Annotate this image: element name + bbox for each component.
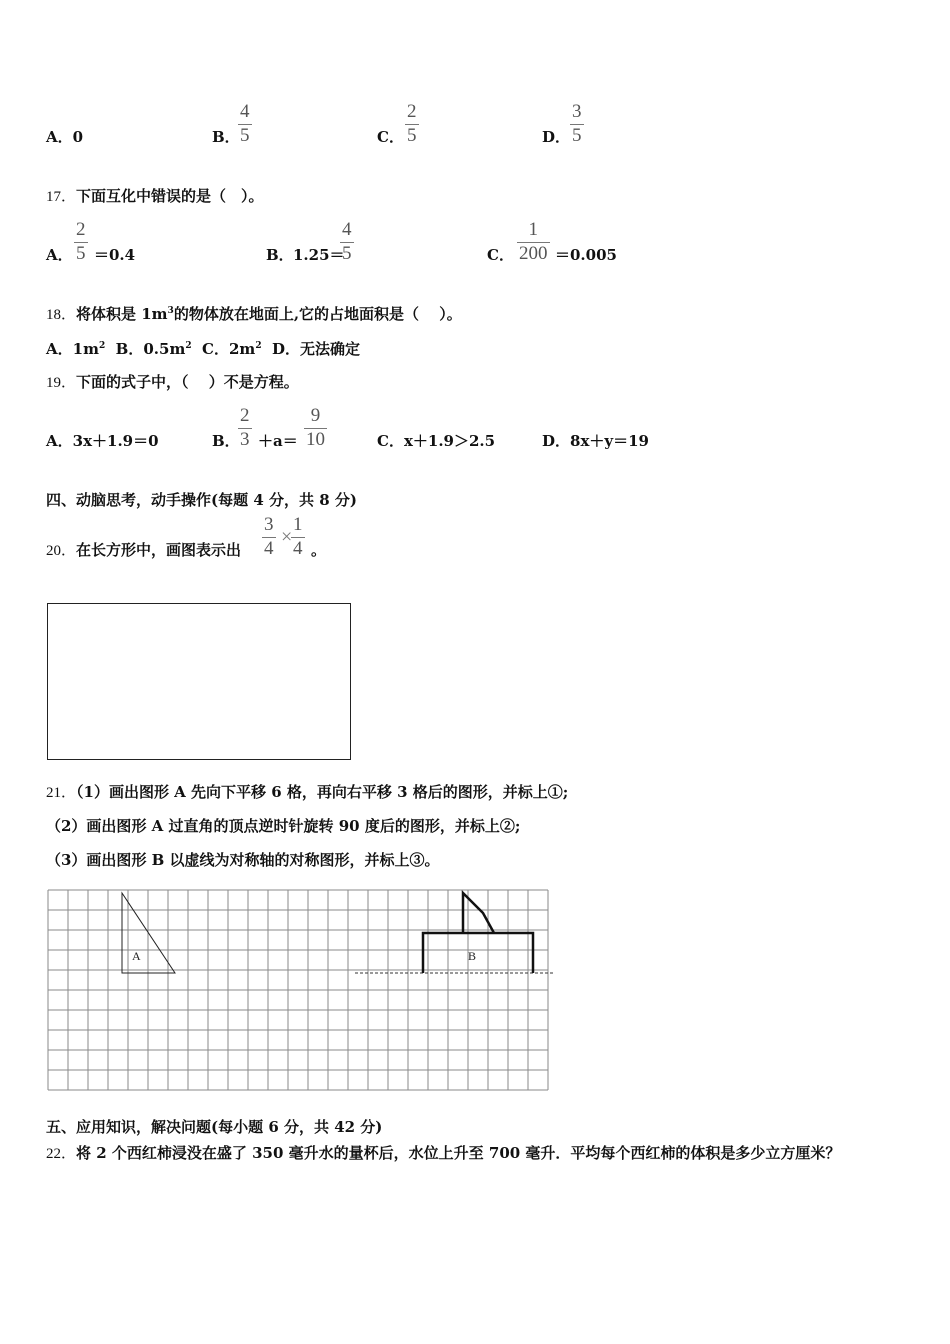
shape-b-label: B [468, 949, 477, 963]
q17-c-fraction [517, 220, 550, 264]
q20-fraction-1 [262, 515, 276, 559]
q19-b-numerator-1: 2 [240, 405, 250, 426]
q17-a-fraction [74, 220, 88, 264]
q19-b-fraction-1 [238, 406, 252, 450]
q19-c-value: x＋1.9＞2.5 [403, 432, 496, 450]
q18-b-sup: 2 [185, 341, 192, 351]
q21-line-1-text: （1）画出图形 A 先向下平移 6 格，再向右平移 3 格后的图形，并标上①; [76, 783, 569, 801]
q17-b-fraction [340, 220, 354, 264]
q16-d-denominator: 5 [572, 125, 582, 146]
q17-c-label: C． [487, 246, 514, 264]
q19-option-d [542, 432, 649, 450]
q20-fraction-2 [291, 515, 305, 559]
q19-stem [46, 373, 299, 392]
q16-d-numerator: 3 [572, 101, 582, 122]
q21-number: 21． [46, 785, 77, 801]
q17-b-numerator: 4 [342, 219, 352, 240]
q17-c-numerator: 1 [528, 219, 538, 240]
q19-d-label: D． [542, 432, 571, 450]
q20-denominator-1: 4 [264, 538, 274, 559]
q18-option-d [272, 340, 360, 358]
q21-line-3: （3）画出图形 B 以虚线为对称轴的对称图形，并标上③。 [46, 851, 440, 869]
q16-c-label: C． [377, 128, 404, 146]
q18-b-label: B． [115, 340, 144, 358]
q16-d-label: D． [542, 128, 571, 146]
q17-b-pre: 1.25＝ [293, 246, 345, 264]
q19-b-numerator-2: 9 [310, 405, 321, 426]
q16-b-numerator: 4 [240, 101, 250, 122]
q18-option-c [202, 340, 262, 358]
q16-option-a [46, 128, 83, 146]
section-4-title: 四、动脑思考，动手操作(每题 4 分，共 8 分) [46, 491, 357, 509]
q18-text-pre: 将体积是 1m [76, 305, 168, 323]
q18-text-sup: 3 [167, 306, 174, 316]
shape-b [423, 893, 533, 973]
q18-c-value: 2m [229, 340, 256, 358]
q16-b-label: B． [212, 128, 240, 146]
section-5-title: 五、应用知识，解决问题(每小题 6 分，共 42 分) [46, 1118, 383, 1136]
q18-a-value: 1m [72, 340, 99, 358]
q17-text: 下面互化中错误的是（ ）。 [76, 187, 264, 205]
q16-c-fraction [405, 102, 419, 146]
q16-a-value: 0 [72, 128, 84, 146]
q19-b-mid: ＋a＝ [258, 432, 298, 450]
q19-a-value: 3x＋1.9＝0 [72, 432, 159, 450]
q19-text: 下面的式子中，（ ）不是方程。 [76, 373, 299, 391]
q20-number: 20． [46, 543, 77, 559]
q18-a-label: A． [46, 340, 73, 358]
q20-numerator-1: 3 [264, 514, 274, 535]
q19-b-label: B． [212, 432, 240, 450]
q17-b-label: B． [266, 246, 294, 264]
q22-number: 22． [46, 1146, 77, 1162]
q18-c-sup: 2 [255, 341, 262, 351]
q18-option-a [46, 340, 105, 358]
q19-option-a [46, 432, 159, 450]
q18-stem [46, 305, 462, 324]
q21-line-2: （2）画出图形 A 过直角的顶点逆时针旋转 90 度后的图形，并标上②; [46, 817, 521, 835]
q20-times-sign: × [281, 526, 293, 548]
q20-denominator-2: 4 [293, 538, 303, 559]
q19-b-denominator-1: 3 [240, 429, 250, 450]
q16-b-fraction [238, 102, 252, 146]
q21-grid-figure[interactable] [40, 882, 565, 1107]
q18-c-label: C． [202, 340, 229, 358]
q20-text: 在长方形中，画图表示出 [76, 541, 242, 559]
q16-a-label: A． [46, 128, 73, 146]
q16-c-denominator: 5 [407, 125, 417, 146]
q19-d-value: 8x＋y＝19 [570, 432, 649, 450]
q17-a-rest: ＝0.4 [94, 246, 136, 264]
q18-d-value: 无法确定 [300, 340, 361, 358]
q19-b-fraction-2 [304, 406, 327, 450]
q19-c-label: C． [377, 432, 404, 450]
q18-d-label: D． [272, 340, 301, 358]
q18-option-b [116, 340, 192, 358]
grid-lines [48, 890, 548, 1090]
shape-a-label: A [132, 949, 141, 963]
q18-a-sup: 2 [98, 341, 106, 351]
q17-b-denominator: 5 [342, 243, 352, 264]
q17-number: 17． [46, 189, 77, 205]
q17-c-rest: ＝0.005 [555, 246, 617, 264]
q20-drawing-rectangle[interactable] [47, 603, 351, 760]
q17-stem [46, 187, 264, 206]
q17-a-numerator: 2 [76, 219, 86, 240]
q19-b-denominator-2: 10 [306, 429, 325, 450]
q21-line-1 [46, 783, 568, 802]
q22-stem [46, 1144, 840, 1163]
q17-a-label: A． [46, 246, 73, 264]
q17-c-denominator: 200 [519, 243, 548, 264]
q18-number: 18． [46, 307, 77, 323]
q20-stem [46, 541, 241, 560]
q22-text: 将 2 个西红柿浸没在盛了 350 毫升水的量杯后，水位上升至 700 毫升．平均每个西红柿的体积是多少立方厘米？ [76, 1144, 841, 1162]
q16-c-numerator: 2 [407, 101, 417, 122]
q19-a-label: A． [46, 432, 73, 450]
q16-d-fraction [570, 102, 584, 146]
q20-numerator-2: 1 [293, 514, 303, 535]
q16-b-denominator: 5 [240, 125, 250, 146]
q20-end: 。 [311, 541, 327, 559]
q19-option-c [377, 432, 495, 450]
q18-b-value: 0.5m [143, 340, 186, 358]
q17-a-denominator: 5 [76, 243, 86, 264]
q18-text-post: 的物体放在地面上,它的占地面积是（ ）。 [173, 305, 462, 323]
q19-number: 19． [46, 375, 77, 391]
q18-options [46, 340, 360, 358]
